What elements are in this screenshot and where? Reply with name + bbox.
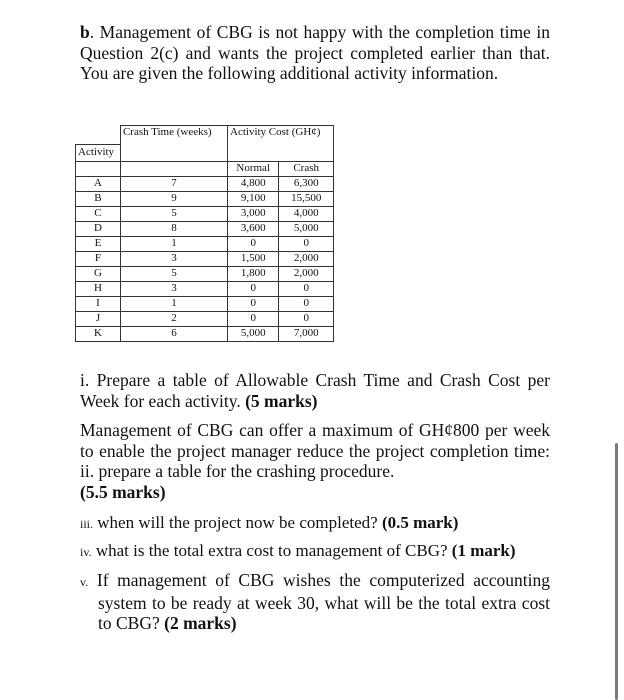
question-v-numeral: v.: [80, 575, 89, 589]
question-iii-text: when will the project now be completed?: [93, 513, 382, 532]
normal-cost-cell: 0: [228, 296, 279, 311]
table-row: [76, 326, 334, 341]
question-i-marks: (5 marks): [245, 390, 318, 411]
table-subheader-row: [76, 161, 334, 176]
question-iii-marks: (0.5 mark): [381, 513, 459, 532]
activity-crash-table: [75, 125, 334, 342]
crash-cost-cell: 0: [279, 311, 334, 326]
crash-time-cell: 9: [120, 191, 227, 206]
activity-cell: F: [76, 251, 121, 266]
header-activity: Activity: [76, 144, 121, 161]
crash-cost-cell: 7,000: [279, 326, 334, 341]
crash-time-cell: 3: [120, 281, 227, 296]
header-crash-time: Crash Time (weeks): [120, 126, 227, 162]
crash-cost-cell: 5,000: [279, 221, 334, 236]
activity-cell: K: [76, 326, 121, 341]
question-b-label: b: [80, 22, 90, 42]
question-ii-text: Management of CBG can offer a maximum of GH¢800 per week to enable the project manager reduce the project completion time: ii. prepare a table for the crashing procedure.: [80, 420, 550, 481]
crash-time-cell: 8: [120, 221, 227, 236]
normal-cost-cell: 1,500: [228, 251, 279, 266]
crash-cost-cell: 0: [279, 296, 334, 311]
table-row: [76, 176, 334, 191]
normal-cost-cell: 4,800: [228, 176, 279, 191]
question-v: [80, 570, 550, 634]
question-iv-text: what is the total extra cost to management of CBG?: [91, 541, 452, 560]
question-iii-numeral: iii.: [80, 517, 94, 531]
header-activity-cost: Activity Cost (GH¢): [228, 126, 334, 145]
activity-cell: A: [76, 176, 121, 191]
normal-cost-cell: 0: [228, 311, 279, 326]
crash-time-cell: 7: [120, 176, 227, 191]
activity-cell: E: [76, 236, 121, 251]
activity-cell: J: [76, 311, 121, 326]
activity-cell: B: [76, 191, 121, 206]
question-b-text: . Management of CBG is not happy with the completion time in Question 2(c) and wants the project completed earlier than that. You are given the following additional activity information.: [80, 22, 550, 83]
normal-cost-cell: 0: [228, 236, 279, 251]
question-iv-marks: (1 mark): [451, 541, 516, 560]
crash-cost-cell: 15,500: [279, 191, 334, 206]
table-row: [76, 251, 334, 266]
question-iii: [80, 513, 458, 534]
table-row: [76, 236, 334, 251]
scrollbar[interactable]: [615, 443, 618, 700]
normal-cost-cell: 5,000: [228, 326, 279, 341]
question-v-marks: (2 marks): [164, 613, 237, 633]
crash-cost-cell: 2,000: [279, 266, 334, 281]
question-ii: [80, 420, 550, 502]
crash-cost-cell: 6,300: [279, 176, 334, 191]
normal-cost-cell: 9,100: [228, 191, 279, 206]
table-row: [76, 206, 334, 221]
table-row: [76, 281, 334, 296]
table-row: [76, 191, 334, 206]
crash-time-cell: 6: [120, 326, 227, 341]
question-ii-marks: (5.5 marks): [80, 481, 166, 502]
question-iv: [80, 541, 516, 562]
subheader-normal: Normal: [228, 161, 279, 176]
question-v-text: If management of CBG wishes the computerized accounting system to be ready at week 30, what will be the total extra cost to CBG?: [88, 570, 550, 633]
table-row: [76, 311, 334, 326]
crash-time-cell: 1: [120, 236, 227, 251]
activity-cell: I: [76, 296, 121, 311]
crash-cost-cell: 0: [279, 281, 334, 296]
crash-time-cell: 5: [120, 266, 227, 281]
normal-cost-cell: 1,800: [228, 266, 279, 281]
normal-cost-cell: 3,600: [228, 221, 279, 236]
activity-cell: C: [76, 206, 121, 221]
crash-cost-cell: 0: [279, 236, 334, 251]
crash-time-cell: 2: [120, 311, 227, 326]
question-b-paragraph: [80, 22, 550, 84]
question-i-text: i. Prepare a table of Allowable Crash Time and Crash Cost per Week for each activity.: [80, 370, 550, 411]
crash-cost-cell: 2,000: [279, 251, 334, 266]
crash-time-cell: 1: [120, 296, 227, 311]
table-row: [76, 221, 334, 236]
crash-cost-cell: 4,000: [279, 206, 334, 221]
table-row: [76, 266, 334, 281]
normal-cost-cell: 3,000: [228, 206, 279, 221]
crash-time-cell: 3: [120, 251, 227, 266]
subheader-crash: Crash: [279, 161, 334, 176]
crash-time-cell: 5: [120, 206, 227, 221]
question-i: [80, 370, 550, 411]
table-header-row: [76, 126, 334, 145]
normal-cost-cell: 0: [228, 281, 279, 296]
question-iv-numeral: iv.: [80, 545, 92, 559]
activity-cell: H: [76, 281, 121, 296]
activity-cell: D: [76, 221, 121, 236]
activity-cell: G: [76, 266, 121, 281]
table-row: [76, 296, 334, 311]
